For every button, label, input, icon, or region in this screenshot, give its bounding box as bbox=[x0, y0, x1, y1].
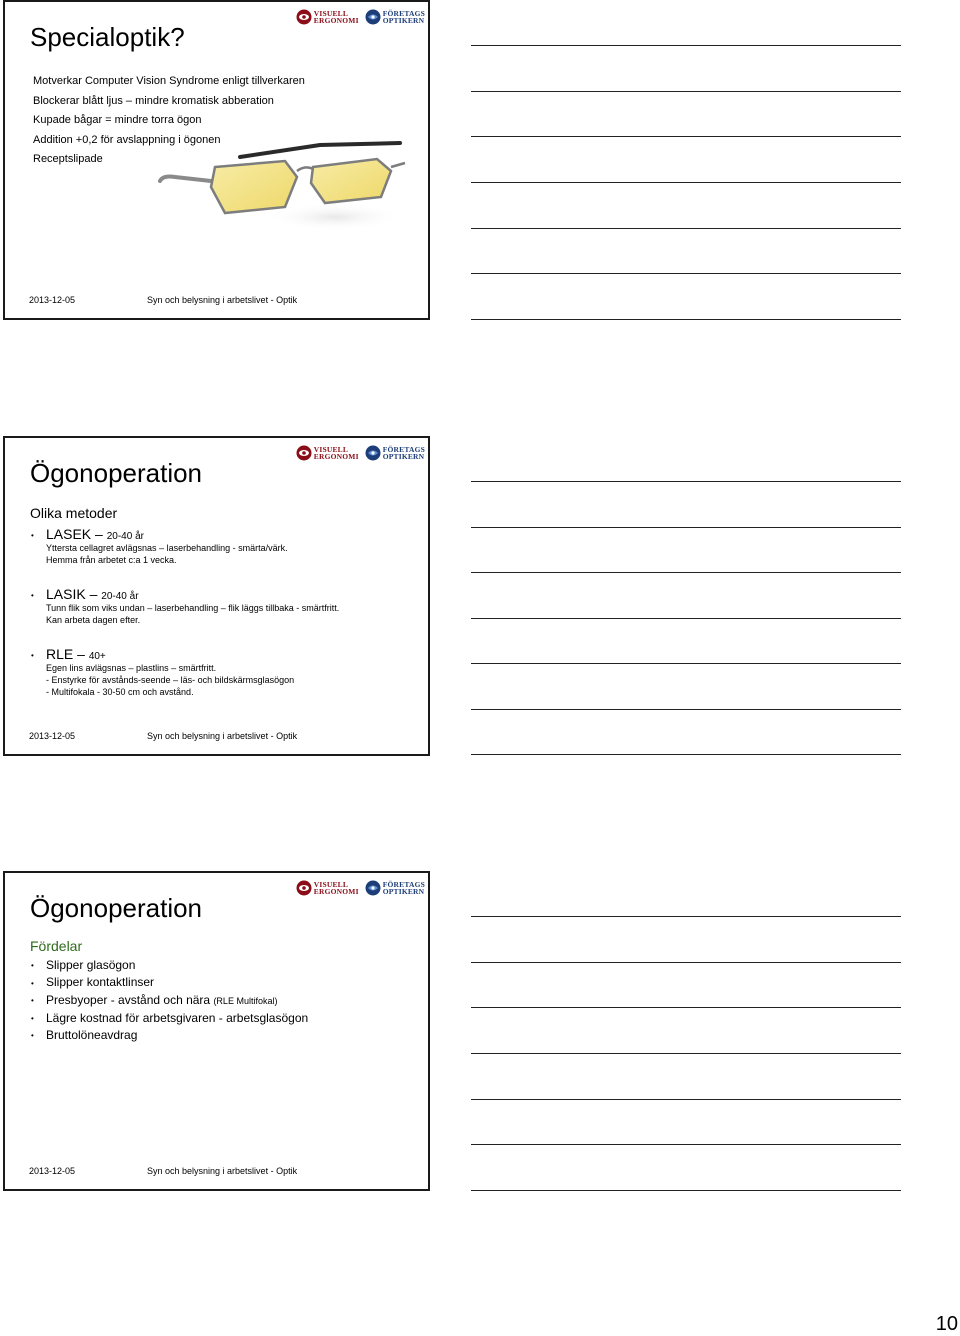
method-rle bbox=[31, 646, 294, 698]
slide-title: Ögonoperation bbox=[30, 458, 203, 488]
method-heading: • LASEK – 20-40 år bbox=[31, 526, 144, 542]
note-line bbox=[471, 273, 901, 274]
footer-date: 2013-12-05 bbox=[29, 295, 76, 305]
note-line bbox=[471, 45, 901, 46]
logo-word: OPTIKERN bbox=[382, 887, 425, 896]
logo-group bbox=[296, 442, 425, 464]
method-detail: - Enstyrke för avstånds-seende – läs- och bildskärmsglasögon bbox=[46, 675, 295, 685]
note-line bbox=[471, 1007, 901, 1008]
slide-specialoptik bbox=[3, 0, 430, 320]
globe-logo-icon bbox=[365, 880, 381, 896]
method-lasek bbox=[31, 526, 288, 566]
note-line bbox=[471, 228, 901, 229]
foretagsoptikern-logo bbox=[365, 9, 425, 25]
list-item-text: Slipper kontaktlinser bbox=[46, 975, 155, 990]
method-range: 20-40 år bbox=[101, 591, 139, 602]
method-heading: • RLE – 40+ bbox=[31, 646, 106, 662]
note-line bbox=[471, 91, 901, 92]
method-name: RLE bbox=[46, 646, 74, 662]
logo-word: FÖRETAGS bbox=[382, 9, 425, 18]
method-detail: Yttersta cellagret avlägsnas – laserbehandling - smärta/värk. bbox=[46, 543, 288, 553]
method-detail: Kan arbeta dagen efter. bbox=[46, 615, 141, 625]
logo-word: VISUELL bbox=[313, 9, 349, 18]
method-detail: Tunn flik som viks undan – laserbehandling – flik läggs tillbaka - smärtfritt. bbox=[46, 603, 340, 613]
slide-title: Specialoptik? bbox=[30, 22, 185, 52]
yellow-computer-glasses-image bbox=[145, 137, 415, 237]
slide-title: Ögonoperation bbox=[30, 893, 203, 923]
list-item: Motverkar Computer Vision Syndrome enligt tillverkaren bbox=[33, 75, 305, 87]
bullet-icon: • bbox=[31, 530, 34, 540]
logo-word: OPTIKERN bbox=[382, 452, 425, 461]
logo-word: FÖRETAGS bbox=[382, 445, 425, 454]
method-range: 20-40 år bbox=[106, 531, 144, 542]
list-item: Kupade bågar = mindre torra ögon bbox=[33, 114, 202, 126]
eye-logo-icon bbox=[296, 9, 312, 25]
slide-ogonoperation-metoder bbox=[3, 436, 430, 756]
visuell-ergonomi-logo bbox=[296, 880, 359, 896]
list-item-text: Presbyoper - avstånd och nära bbox=[46, 992, 214, 1007]
note-line bbox=[471, 1099, 901, 1100]
logo-group bbox=[296, 6, 425, 28]
foretagsoptikern-logo bbox=[365, 880, 425, 896]
method-detail: Hemma från arbetet c:a 1 vecka. bbox=[46, 555, 177, 565]
visuell-ergonomi-logo bbox=[296, 445, 359, 461]
logo-word: ERGONOMI bbox=[313, 887, 359, 896]
note-line bbox=[471, 572, 901, 573]
note-line bbox=[471, 754, 901, 755]
note-line bbox=[471, 962, 901, 963]
logo-word: FÖRETAGS bbox=[382, 880, 425, 889]
note-line bbox=[471, 319, 901, 320]
logo-group bbox=[296, 877, 425, 899]
bullet-icon: • bbox=[31, 590, 34, 600]
footer-text: Syn och belysning i arbetslivet - Optik bbox=[147, 1166, 298, 1176]
bullet-icon: • bbox=[31, 1031, 34, 1041]
footer-date: 2013-12-05 bbox=[29, 1166, 76, 1176]
bullet-icon: • bbox=[31, 995, 34, 1005]
note-line bbox=[471, 481, 901, 482]
list-item-text: Bruttolöneavdrag bbox=[46, 1027, 138, 1042]
list-item bbox=[31, 1010, 308, 1027]
method-range: 40+ bbox=[88, 651, 106, 662]
logo-word: VISUELL bbox=[313, 445, 349, 454]
note-line bbox=[471, 136, 901, 137]
slide-subtitle: Fördelar bbox=[30, 938, 83, 954]
eye-logo-icon bbox=[296, 445, 312, 461]
slide-subtitle: Olika metoder bbox=[30, 505, 118, 521]
advantages-list bbox=[31, 957, 308, 1044]
method-detail: Egen lins avlägsnas – plastlins – smärtfritt. bbox=[46, 663, 217, 673]
note-line bbox=[471, 1053, 901, 1054]
method-heading: • LASIK – 20-40 år bbox=[31, 586, 139, 602]
eye-logo-icon bbox=[296, 880, 312, 896]
foretagsoptikern-logo bbox=[365, 445, 425, 461]
note-line bbox=[471, 663, 901, 664]
note-line bbox=[471, 618, 901, 619]
list-item-text: Lägre kostnad för arbetsgivaren - arbetsglasögon bbox=[46, 1010, 309, 1025]
list-item: Addition +0,2 för avslappning i ögonen bbox=[33, 133, 221, 146]
method-detail: - Multifokala - 30-50 cm och avstånd. bbox=[46, 687, 194, 697]
method-name: LASEK bbox=[46, 526, 92, 542]
method-name: LASIK bbox=[46, 586, 86, 602]
footer-text: Syn och belysning i arbetslivet - Optik bbox=[147, 731, 298, 741]
note-line bbox=[471, 709, 901, 710]
list-item bbox=[31, 957, 308, 974]
bullet-icon: • bbox=[31, 961, 34, 971]
globe-logo-icon bbox=[365, 9, 381, 25]
method-lasik bbox=[31, 586, 339, 626]
footer-date: 2013-12-05 bbox=[29, 731, 76, 741]
list-item: Blockerar blått ljus – mindre kromatisk abberation bbox=[33, 94, 274, 107]
bullet-icon: • bbox=[31, 1013, 34, 1023]
logo-word: OPTIKERN bbox=[382, 16, 425, 25]
list-item: Receptslipade bbox=[33, 153, 103, 165]
logo-word: ERGONOMI bbox=[313, 452, 359, 461]
list-item-text: Slipper glasögon bbox=[46, 958, 136, 972]
visuell-ergonomi-logo bbox=[296, 9, 359, 25]
note-line bbox=[471, 1144, 901, 1145]
bullet-icon: • bbox=[31, 650, 34, 660]
logo-word: VISUELL bbox=[313, 880, 349, 889]
logo-word: ERGONOMI bbox=[313, 16, 359, 25]
page-number: 10 bbox=[935, 1313, 958, 1335]
note-line bbox=[471, 182, 901, 183]
bullet-icon: • bbox=[31, 978, 34, 988]
note-line bbox=[471, 916, 901, 917]
list-item bbox=[31, 992, 308, 1010]
list-item bbox=[31, 974, 308, 991]
note-line bbox=[471, 1190, 901, 1191]
footer-text: Syn och belysning i arbetslivet - Optik bbox=[147, 295, 298, 305]
list-item-note: (RLE Multifokal) bbox=[213, 995, 278, 1006]
globe-logo-icon bbox=[365, 445, 381, 461]
note-line bbox=[471, 527, 901, 528]
slide-ogonoperation-fordelar bbox=[3, 871, 430, 1191]
list-item bbox=[31, 1027, 308, 1044]
